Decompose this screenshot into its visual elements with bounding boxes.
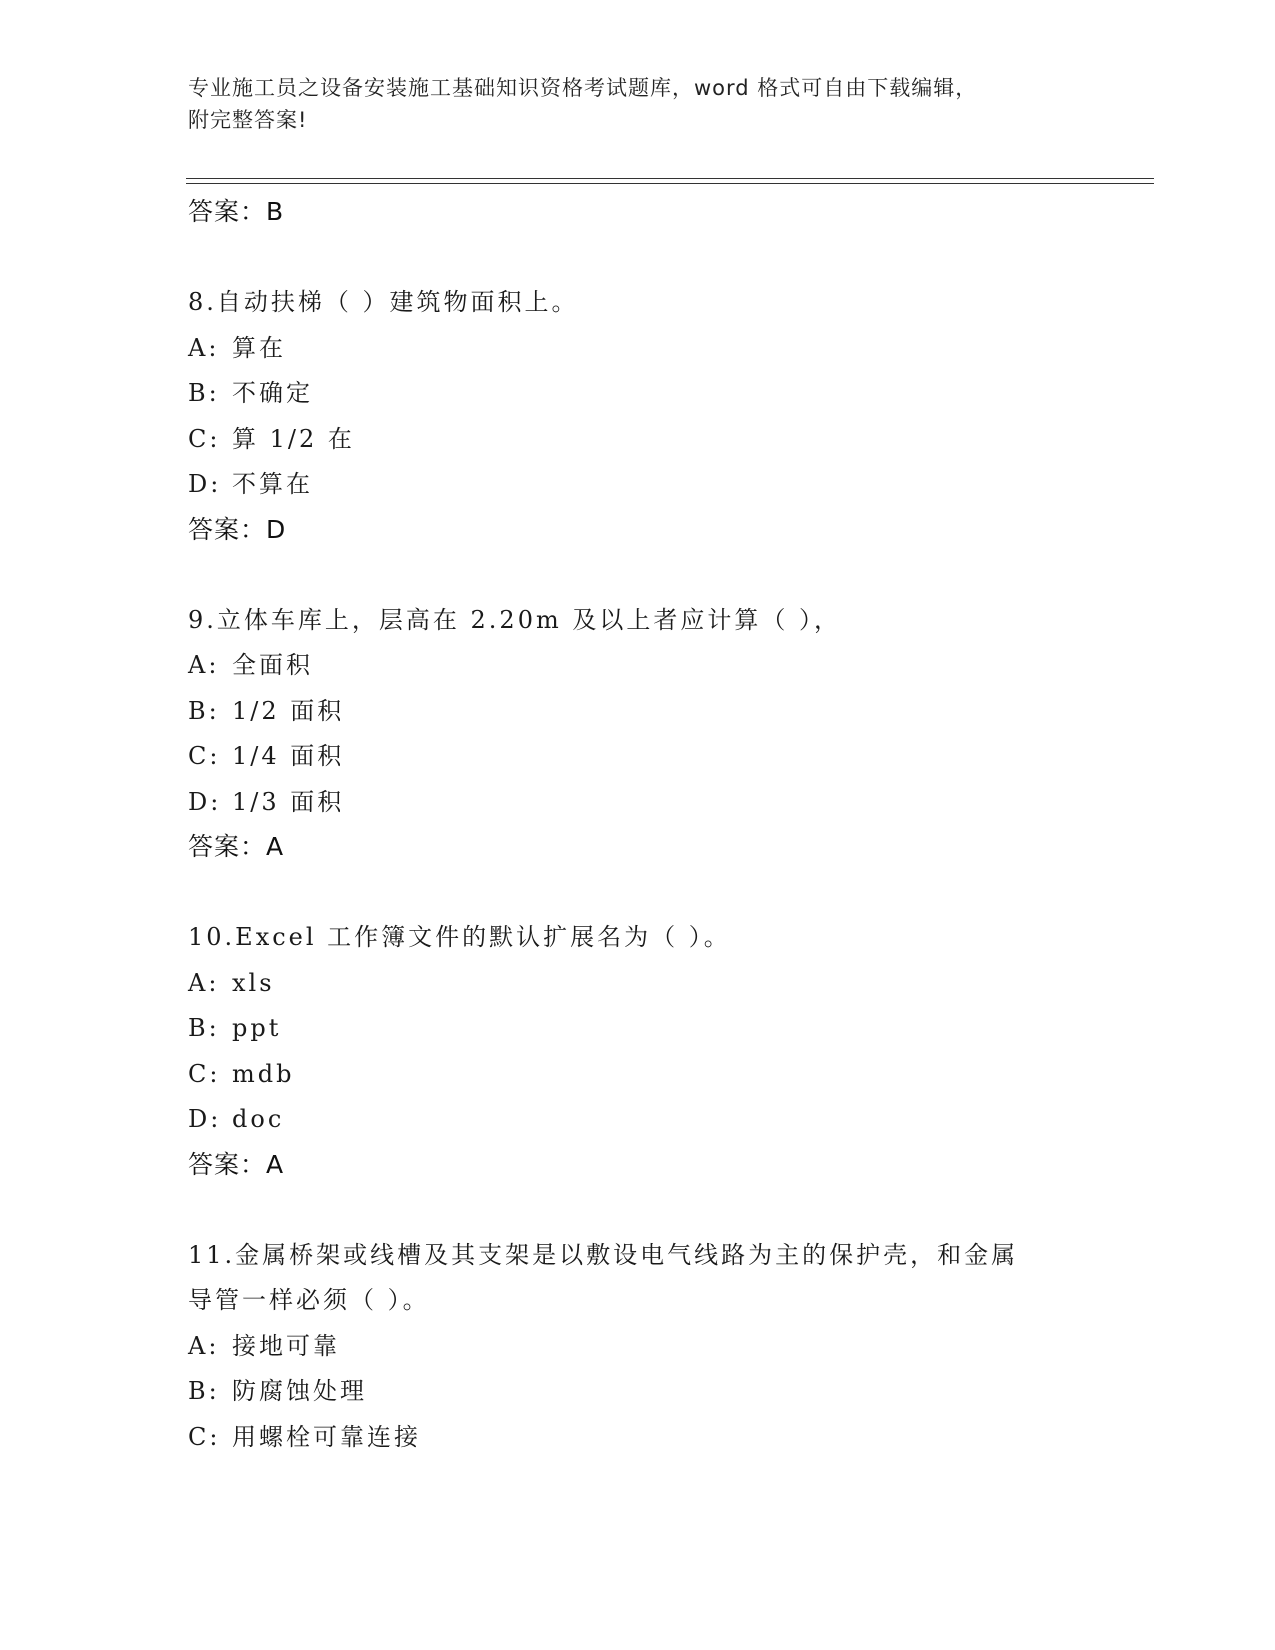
option-b	[188, 1369, 1108, 1415]
option-b	[188, 371, 1108, 417]
question-stem: 8.自动扶梯（ ）建筑物面积上。	[188, 288, 579, 316]
document-header	[188, 72, 1068, 136]
option-label: D:	[188, 1105, 222, 1133]
option-a	[188, 1324, 1108, 1370]
option-label: C:	[188, 742, 221, 770]
option-label: B:	[188, 379, 220, 407]
question-9	[188, 598, 1108, 870]
header-title-line-1: 专业施工员之设备安装施工基础知识资格考试题库，word 格式可自由下载编辑，	[188, 76, 978, 100]
option-text: doc	[232, 1105, 285, 1133]
option-b	[188, 1006, 1108, 1052]
question-stem-line-2: 导管一样必须（ ）。	[188, 1286, 430, 1314]
option-text: mdb	[232, 1059, 295, 1088]
question-stem: 9.立体车库上，层高在 2.20m 及以上者应计算（ ），	[188, 605, 841, 634]
option-c	[188, 1415, 1108, 1461]
option-label: B:	[188, 1014, 220, 1042]
option-label: A:	[188, 1331, 220, 1360]
option-label: A:	[188, 651, 220, 679]
option-a	[188, 326, 1108, 372]
question-answer: 答案：D	[188, 514, 287, 544]
option-c	[188, 734, 1108, 780]
option-text: 算 1/2 在	[232, 424, 355, 453]
option-d	[188, 462, 1108, 508]
option-label: C:	[188, 1059, 221, 1088]
option-text: 1/3 面积	[232, 787, 345, 816]
option-label: D:	[188, 470, 222, 498]
question-stem-line-1: 11.金属桥架或线槽及其支架是以敷设电气线路为主的保护壳，和金属	[188, 1240, 1019, 1269]
option-label: B:	[188, 1377, 220, 1405]
option-d	[188, 1097, 1108, 1143]
option-label: C:	[188, 424, 221, 453]
option-c	[188, 1052, 1108, 1098]
option-text: 算在	[232, 333, 286, 362]
option-d	[188, 780, 1108, 826]
option-a	[188, 643, 1108, 689]
option-text: 用螺栓可靠连接	[232, 1422, 421, 1451]
question-answer: 答案：A	[188, 832, 285, 861]
question-list	[188, 190, 1108, 1460]
option-label: D:	[188, 787, 222, 816]
header-title-line-2: 附完整答案!	[188, 108, 308, 132]
option-b	[188, 689, 1108, 735]
option-text: 防腐蚀处理	[232, 1377, 367, 1405]
option-label: B:	[188, 696, 220, 725]
option-label: A:	[188, 333, 220, 362]
previous-question-answer: 答案：B	[188, 197, 285, 226]
question-11	[188, 1233, 1108, 1461]
question-8	[188, 280, 1108, 552]
option-text: 1/2 面积	[232, 696, 345, 725]
option-label: C:	[188, 1422, 221, 1451]
option-c	[188, 417, 1108, 463]
header-divider-bottom	[186, 183, 1154, 184]
option-text: xls	[232, 968, 275, 997]
question-stem: 10.Excel 工作簿文件的默认扩展名为（ ）。	[188, 923, 731, 951]
option-a	[188, 961, 1108, 1007]
question-10	[188, 915, 1108, 1187]
option-text: 1/4 面积	[232, 742, 345, 770]
question-answer: 答案：A	[188, 1149, 285, 1179]
option-text: 接地可靠	[232, 1331, 340, 1360]
header-divider-top	[186, 178, 1154, 179]
option-text: 不确定	[232, 379, 313, 407]
option-text: 全面积	[232, 651, 313, 679]
option-text: 不算在	[232, 470, 313, 498]
option-label: A:	[188, 968, 220, 997]
option-text: ppt	[232, 1014, 282, 1042]
